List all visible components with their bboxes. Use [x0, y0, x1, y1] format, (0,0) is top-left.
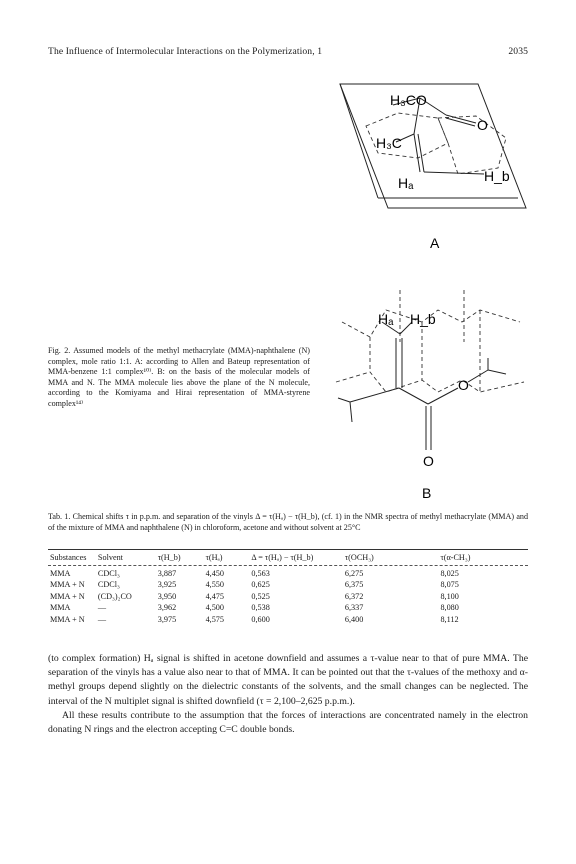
- table-cell: (CD₃)₂CO: [97, 591, 132, 601]
- table-cell: MMA + N: [50, 580, 85, 590]
- figure-a-diagram: [338, 68, 528, 258]
- figure-a-plane: [340, 84, 526, 208]
- table-row: [48, 580, 528, 591]
- table-cell: 4,550: [205, 580, 224, 590]
- table-cell: CDCl₃: [97, 569, 120, 578]
- table-cell: 3,887: [157, 569, 177, 578]
- table-cell: 4,575: [205, 614, 224, 624]
- figure-b-diagram: [330, 282, 530, 502]
- figure-b-bond: [350, 402, 352, 422]
- table-caption: Tab. 1. Chemical shifts τ in p.p.m. and separation of the vinyls Δ = τ(Hₐ) − τ(H_b), (cf. 1) in the NMR spectra of methyl methacrylate (MMA) and of the mixture of MMA and naphthalene (N) in chloroform, acetone and without solvent at 25°C: [48, 512, 528, 532]
- body-text: [48, 652, 528, 737]
- table-cell: 4,500: [205, 603, 224, 613]
- table-row: [48, 566, 528, 580]
- table-cell: 0,600: [251, 614, 270, 624]
- table-cell: MMA: [50, 603, 71, 613]
- table-cell: 8,112: [440, 614, 459, 624]
- table-cell: 4,450: [205, 569, 224, 578]
- figure-b-bond: [399, 388, 428, 404]
- table-cell: 6,372: [344, 591, 364, 601]
- figure-a-atom-oxygen: O: [477, 117, 488, 133]
- figure-b-bond: [350, 388, 399, 402]
- page-number: 2035: [508, 46, 528, 57]
- table-header-cell: τ(OCH₃): [344, 553, 374, 562]
- data-table: [48, 549, 528, 625]
- table-cell: —: [97, 614, 107, 624]
- table-header-cell: τ(Hₐ): [205, 553, 223, 562]
- table-row: [48, 603, 528, 614]
- figure-b-atom-o-ring: O: [458, 377, 469, 393]
- table-cell: —: [97, 603, 107, 613]
- table-cell: 3,950: [157, 591, 177, 601]
- figure-caption: Fig. 2. Assumed models of the methyl methacrylate (MMA)-naphthalene (N) complex, mole ratio 1:1. A: according to Allen and Bateup representation of MMA-benzene 1:1 complex¹⁰⁾. B: on the basis of the molecular models of MMA and N. The MMA molecule lies above the plane of the N molecule, according to the Komiyama and Hirai representation of MMA-styrene complex¹⁴⁾: [48, 346, 310, 408]
- figure-a-atom-methoxy: H₃CO: [390, 92, 427, 108]
- table-cell: 0,525: [251, 591, 270, 601]
- figure-a-atom-hb: H_b: [484, 168, 510, 184]
- figure-a-label: A: [430, 235, 440, 251]
- table-cell: 6,337: [344, 603, 364, 613]
- body-paragraph: All these results contribute to the assumption that the forces of interactions are concentrated namely in the electron donating N rings and the electron accepting C=C double bonds.: [48, 709, 528, 736]
- table-cell: 6,375: [344, 580, 364, 590]
- figure-b-ring-bottom: [336, 372, 524, 392]
- table-cell: 3,925: [157, 580, 177, 590]
- figure-a-atom-methyl: H₃C: [376, 135, 402, 151]
- table-cell: MMA + N: [50, 591, 85, 601]
- table-row: [48, 614, 528, 625]
- table-cell: 3,962: [157, 603, 177, 613]
- figure-a-bond: [424, 172, 484, 174]
- table-row: [48, 591, 528, 602]
- table-cell: 8,075: [440, 580, 459, 590]
- table-cell: CDCl₃: [97, 580, 120, 590]
- table-header-cell: τ(α-CH₃): [440, 553, 471, 562]
- table-header-cell: Solvent: [97, 553, 123, 562]
- figure-a-atom-ha: Hₐ: [398, 175, 414, 191]
- table-cell: 8,100: [440, 591, 459, 601]
- table-cell: 6,400: [344, 614, 364, 624]
- figure-b-bond: [468, 370, 488, 382]
- figure-b-label: B: [422, 485, 432, 501]
- table-cell: MMA: [50, 569, 71, 578]
- figure-b-bond: [338, 398, 350, 402]
- figure-a-plane-edge: [340, 84, 378, 198]
- table-header-row: [48, 550, 528, 565]
- figure-b-atom-hb: H_b: [410, 311, 436, 327]
- table-header-cell: τ(H_b): [157, 553, 181, 562]
- figure-b-atom-o-bottom: O: [423, 453, 434, 469]
- body-paragraph: (to complex formation) Hₐ signal is shifted in acetone downfield and assumes a τ-value near to that of pure MMA. The separation of the vinyls has a value also near to that of MMA. It can be pointed out that the τ-values of the methoxy and α-methyl groups depend slightly on the dielectric constants of the solvents, and the small changes can be neglected. The interval of the N multiplet signal is shifted downfield (τ = 2,100–2,625 p.p.m.).: [48, 653, 528, 707]
- running-head-title: The Influence of Intermolecular Interactions on the Polymerization, 1: [48, 46, 323, 57]
- table-cell: 0,563: [251, 569, 270, 578]
- table-cell: 8,080: [440, 603, 459, 613]
- figure-b-bond: [428, 388, 458, 404]
- table-cell: MMA + N: [50, 614, 85, 624]
- table-cell: 0,625: [251, 580, 270, 590]
- table-cell: 8,025: [440, 569, 459, 578]
- figure-b-atom-ha: Hₐ: [378, 311, 394, 327]
- table-cell: 3,975: [157, 614, 177, 624]
- table-cell: 0,538: [251, 603, 270, 613]
- table-cell: 6,275: [344, 569, 364, 578]
- figure-b-bond: [488, 370, 506, 374]
- table-header-cell: Δ = τ(Hₐ) − τ(H_b): [251, 553, 314, 562]
- running-head: [48, 46, 528, 57]
- table-header-cell: Substances: [50, 553, 87, 562]
- table-cell: 4,475: [205, 591, 224, 601]
